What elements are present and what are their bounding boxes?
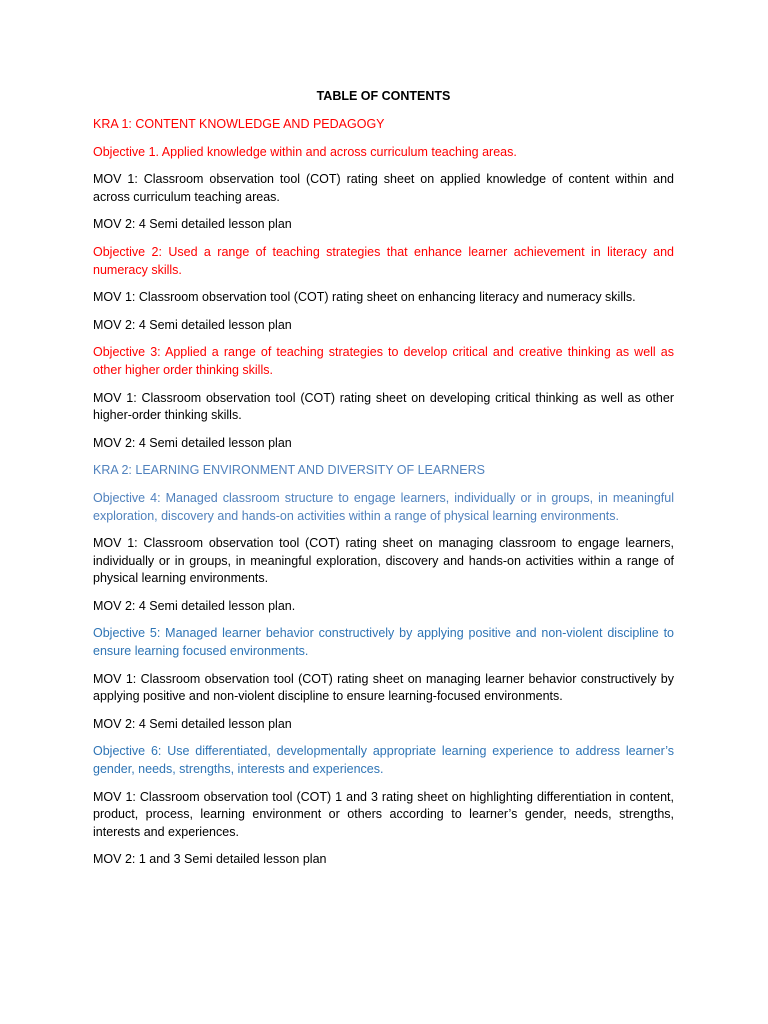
objective-3: Objective 3: Applied a range of teaching strategies to develop critical and creative thinking as well as other higher order thinking skills. xyxy=(93,345,674,377)
objective-1-mov-1: MOV 1: Classroom observation tool (COT) rating sheet on applied knowledge of content within and across curriculum teaching areas. xyxy=(93,172,674,204)
objective-4-mov-1: MOV 1: Classroom observation tool (COT) rating sheet on managing classroom to engage learners, individually or in groups, in meaningful exploration, discovery and hands-on activities within a range of physical learning environments. xyxy=(93,536,674,586)
objective-6-mov-1: MOV 1: Classroom observation tool (COT) 1 and 3 rating sheet on highlighting differentiation in content, product, process, learning environment or others according to learner’s gender, needs, strengths, interests and experiences. xyxy=(93,789,674,839)
objective-3-mov-1: MOV 1: Classroom observation tool (COT) rating sheet on developing critical thinking as well as other higher-order thinking skills. xyxy=(93,390,674,423)
objective-2: Objective 2: Used a range of teaching strategies that enhance learner achievement in literacy and numeracy skills. xyxy=(93,244,674,277)
objective-6: Objective 6: Use differentiated, developmentally appropriate learning experience to address learner’s gender, needs, strengths, interests and experiences. xyxy=(93,744,674,777)
objective-6-mov-2: MOV 2: 1 and 3 Semi detailed lesson plan xyxy=(93,852,327,867)
objective-1: Objective 1. Applied knowledge within and across curriculum teaching areas. xyxy=(93,144,517,159)
objective-5: Objective 5: Managed learner behavior constructively by applying positive and non-violent discipline to ensure learning focused environments. xyxy=(93,626,674,659)
objective-5-mov-2: MOV 2: 4 Semi detailed lesson plan xyxy=(93,716,292,731)
objective-3-mov-2: MOV 2: 4 Semi detailed lesson plan xyxy=(93,435,292,450)
document-page xyxy=(93,88,674,879)
objective-2-mov-1: MOV 1: Classroom observation tool (COT) rating sheet on enhancing literacy and numeracy skills. xyxy=(93,290,636,305)
objective-5-mov-1: MOV 1: Classroom observation tool (COT) rating sheet on managing learner behavior constructively by applying positive and non-violent discipline to ensure learning-focused environments. xyxy=(93,671,674,704)
document-title: TABLE OF CONTENTS xyxy=(316,89,451,103)
objective-4-mov-2: MOV 2: 4 Semi detailed lesson plan. xyxy=(93,598,296,613)
objective-1-mov-2: MOV 2: 4 Semi detailed lesson plan xyxy=(93,217,292,232)
kra-1-heading: KRA 1: CONTENT KNOWLEDGE AND PEDAGOGY xyxy=(93,117,385,131)
objective-4: Objective 4: Managed classroom structure to engage learners, individually or in groups, in meaningful exploration, discovery and hands-on activities within a range of physical learning environments. xyxy=(93,490,674,523)
objective-2-mov-2: MOV 2: 4 Semi detailed lesson plan xyxy=(93,317,292,332)
kra-2-heading: KRA 2: LEARNING ENVIRONMENT AND DIVERSITY OF LEARNERS xyxy=(93,463,485,478)
